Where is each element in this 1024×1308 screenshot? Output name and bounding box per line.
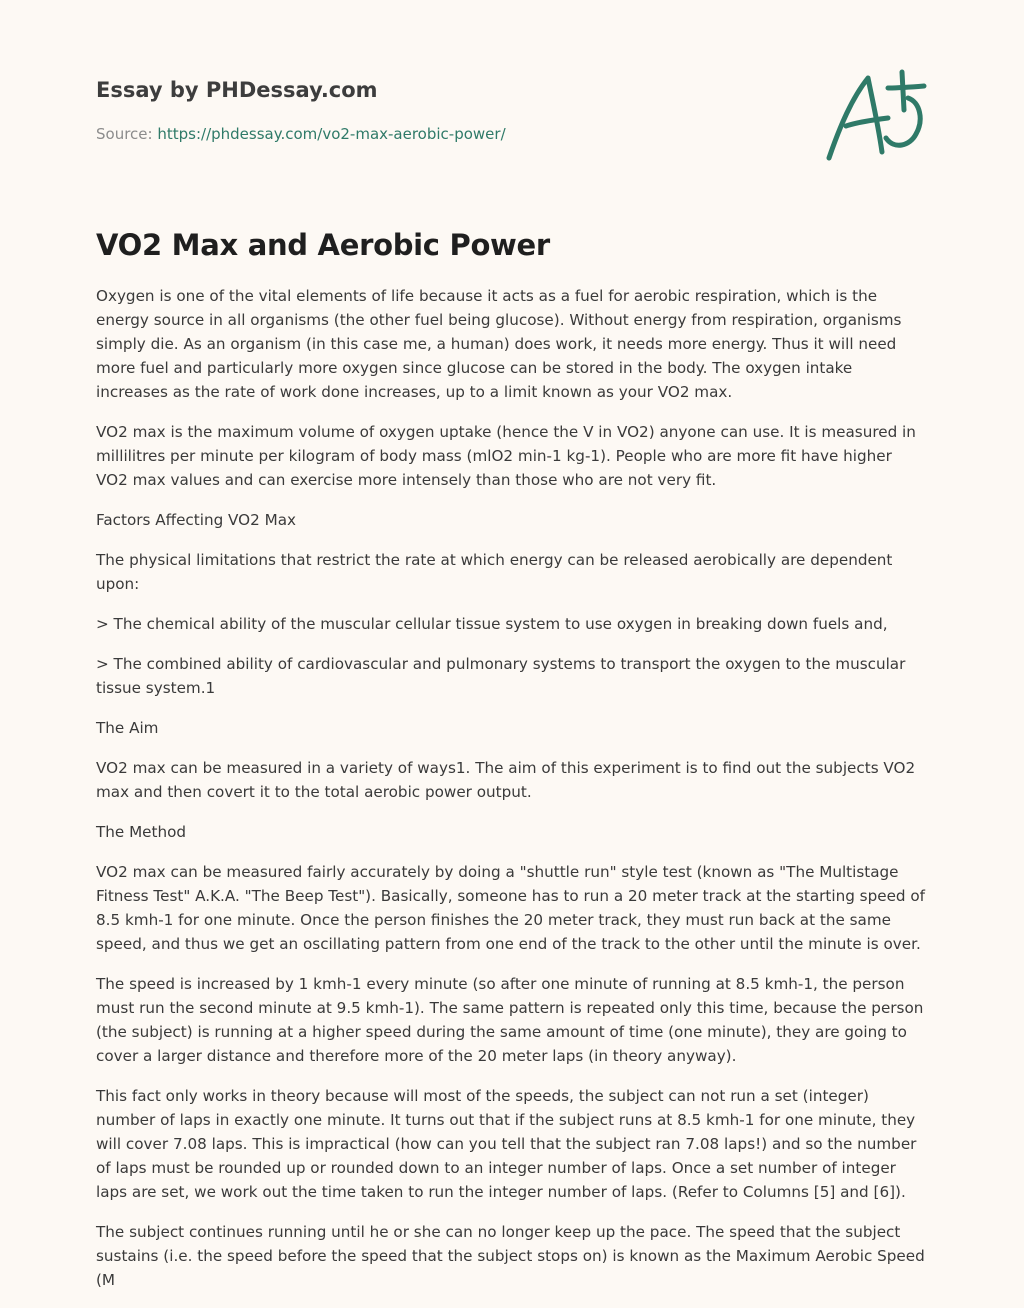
paragraph: This fact only works in theory because will most of the speeds, the subject can not run a set (integer) number of laps in exactly one minute. It turns out that if the subject runs at 8.5 kmh-1 for one minute, they will cover 7.08 laps. This is impractical (how can you tell that the subject ran 7.08 laps!) and so the number of laps must be rounded up or rounded down to an integer number of laps. Once a set number of integer laps are set, we work out the time taken to run the integer number of laps. (Refer to Columns [5] and [6]). [96,1087,917,1201]
essay-title: VO2 Max and Aerobic Power [96,228,550,262]
section-heading: The Aim [96,719,159,737]
list-item: > The chemical ability of the muscular cellular tissue system to use oxygen in breaking down fuels and, [96,615,888,633]
section-heading: Factors Affecting VO2 Max [96,511,297,529]
paragraph: The subject continues running until he or she can no longer keep up the pace. The speed that the subject sustains (i.e. the speed before the speed that the subject stops on) is known as the Maximum Aerobic Speed (M [96,1223,925,1289]
essay-header [96,76,796,144]
list-item: > The combined ability of cardiovascular and pulmonary systems to transport the oxygen to the muscular tissue system.1 [96,655,906,697]
essay-body [96,284,928,1308]
paragraph: VO2 max can be measured in a variety of ways1. The aim of this experiment is to find out the subjects VO2 max and then covert it to the total aerobic power output. [96,759,916,801]
paragraph: The physical limitations that restrict the rate at which energy can be released aerobically are dependent upon: [96,551,893,593]
brand-title: Essay by PHDessay.com [96,78,378,102]
section-heading: The Method [96,823,187,841]
source-link[interactable]: https://phdessay.com/vo2-max-aerobic-power/ [157,125,506,143]
paragraph: VO2 max can be measured fairly accurately by doing a "shuttle run" style test (known as "The Multistage Fitness Test" A.K.A. "The Beep Test"). Basically, someone has to run a 20 meter track at the starting speed of 8.5 kmh-1 for one minute. Once the person finishes the 20 meter track, they must run back at the same speed, and thus we get an oscillating pattern from one end of the track to the other until the minute is over. [96,863,926,953]
paragraph: VO2 max is the maximum volume of oxygen uptake (hence the V in VO2) anyone can use. It is measured in millilitres per minute per kilogram of body mass (mlO2 min-1 kg-1). People who are more fit have higher VO2 max values and can exercise more intensely than those who are not very fit. [96,423,916,489]
source-line [96,124,796,144]
a-plus-logo-icon [818,64,930,168]
paragraph: The speed is increased by 1 kmh-1 every minute (so after one minute of running at 8.5 kmh-1, the person must run the second minute at 9.5 kmh-1). The same pattern is repeated only this time, because the person (the subject) is running at a higher speed during the same amount of time (one minute), they are going to cover a larger distance and therefore more of the 20 meter laps (in theory anyway). [96,975,924,1065]
source-label: Source: [96,125,153,143]
paragraph: Oxygen is one of the vital elements of life because it acts as a fuel for aerobic respiration, which is the energy source in all organisms (the other fuel being glucose). Without energy from respiration, organisms simply die. As an organism (in this case me, a human) does work, it needs more energy. Thus it will need more fuel and particularly more oxygen since glucose can be stored in the body. The oxygen intake increases as the rate of work done increases, up to a limit known as your VO2 max. [96,287,902,401]
